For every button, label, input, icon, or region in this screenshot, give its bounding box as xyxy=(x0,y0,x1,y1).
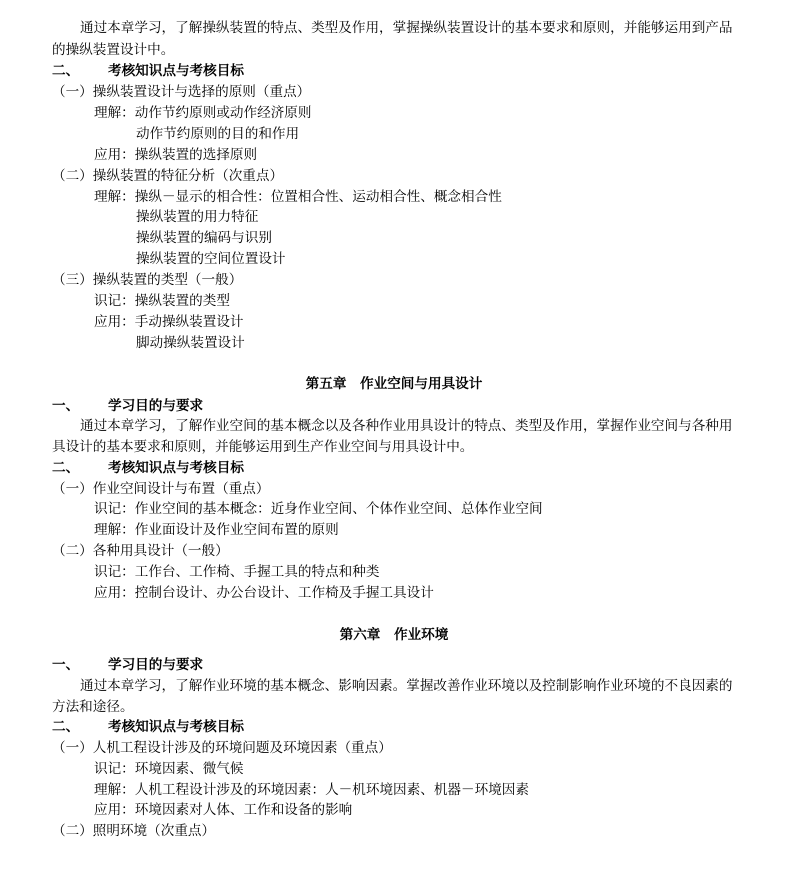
objective-line: 操纵装置的编码与识别 xyxy=(136,230,272,246)
objective-line: 理解：作业面设计及作业空间布置的原则 xyxy=(94,522,339,538)
objective-line: 应用：操纵装置的选择原则 xyxy=(94,147,258,163)
section-heading xyxy=(52,655,203,676)
heading-number: 一、 xyxy=(52,657,80,673)
knowledge-point: （二）操纵装置的特征分析（次重点） xyxy=(52,168,284,184)
chapter-title: 第五章 作业空间与用具设计 xyxy=(305,376,483,392)
heading-number: 二、 xyxy=(52,63,80,79)
heading-text: 考核知识点与考核目标 xyxy=(108,719,244,735)
knowledge-point: （一）人机工程设计涉及的环境问题及环境因素（重点） xyxy=(52,740,392,756)
objective-line: 识记：环境因素、微气候 xyxy=(94,761,244,777)
objective-line: 操纵装置的用力特征 xyxy=(136,209,259,225)
intro-line-2: 具设计的基本要求和原则，并能够运用到生产作业空间与用具设计中。 xyxy=(52,439,474,455)
section-heading xyxy=(52,61,244,82)
objective-line: 理解：人机工程设计涉及的环境因素：人－机环境因素、机器－环境因素 xyxy=(94,782,529,798)
intro-line-2: 的操纵装置设计中。 xyxy=(52,42,175,58)
knowledge-point: （三）操纵装置的类型（一般） xyxy=(52,272,243,288)
objective-line: 理解：动作节约原则或动作经济原则 xyxy=(94,105,312,121)
section-heading xyxy=(52,458,244,479)
knowledge-point: （二）各种用具设计（一般） xyxy=(52,543,229,559)
heading-text: 学习目的与要求 xyxy=(108,398,204,414)
objective-line: 操纵装置的空间位置设计 xyxy=(136,251,286,267)
heading-number: 一、 xyxy=(52,398,80,414)
knowledge-point: （一）操纵装置设计与选择的原则（重点） xyxy=(52,84,311,100)
intro-line-2: 方法和途径。 xyxy=(52,699,134,715)
heading-text: 考核知识点与考核目标 xyxy=(108,63,244,79)
objective-line: 应用：控制台设计、办公台设计、工作椅及手握工具设计 xyxy=(94,585,434,601)
chapter-title: 第六章 作业环境 xyxy=(339,627,449,643)
section-heading xyxy=(52,717,244,738)
objective-line: 识记：工作台、工作椅、手握工具的特点和种类 xyxy=(94,564,380,580)
intro-line-1: 通过本章学习，了解作业环境的基本概念、影响因素。掌握改善作业环境以及控制影响作业环境的不良因素的 xyxy=(80,678,733,694)
intro-line-1: 通过本章学习，了解操纵装置的特点、类型及作用，掌握操纵装置设计的基本要求和原则，并能够运用到产品 xyxy=(80,20,733,36)
section-heading xyxy=(52,396,203,417)
heading-text: 考核知识点与考核目标 xyxy=(108,460,244,476)
objective-line: 脚动操纵装置设计 xyxy=(136,335,245,351)
objective-line: 识记：操纵装置的类型 xyxy=(94,293,230,309)
knowledge-point: （二）照明环境（次重点） xyxy=(52,823,216,839)
objective-line: 应用：环境因素对人体、工作和设备的影响 xyxy=(94,802,353,818)
objective-line: 应用：手动操纵装置设计 xyxy=(94,314,244,330)
objective-line: 理解：操纵－显示的相合性：位置相合性、运动相合性、概念相合性 xyxy=(94,189,502,205)
intro-line-1: 通过本章学习，了解作业空间的基本概念以及各种作业用具设计的特点、类型及作用，掌握作业空间与各种用 xyxy=(80,418,733,434)
heading-number: 二、 xyxy=(52,460,80,476)
knowledge-point: （一）作业空间设计与布置（重点） xyxy=(52,481,270,497)
heading-text: 学习目的与要求 xyxy=(108,657,204,673)
objective-line: 识记：作业空间的基本概念：近身作业空间、个体作业空间、总体作业空间 xyxy=(94,501,543,517)
objective-line: 动作节约原则的目的和作用 xyxy=(136,126,300,142)
heading-number: 二、 xyxy=(52,719,80,735)
